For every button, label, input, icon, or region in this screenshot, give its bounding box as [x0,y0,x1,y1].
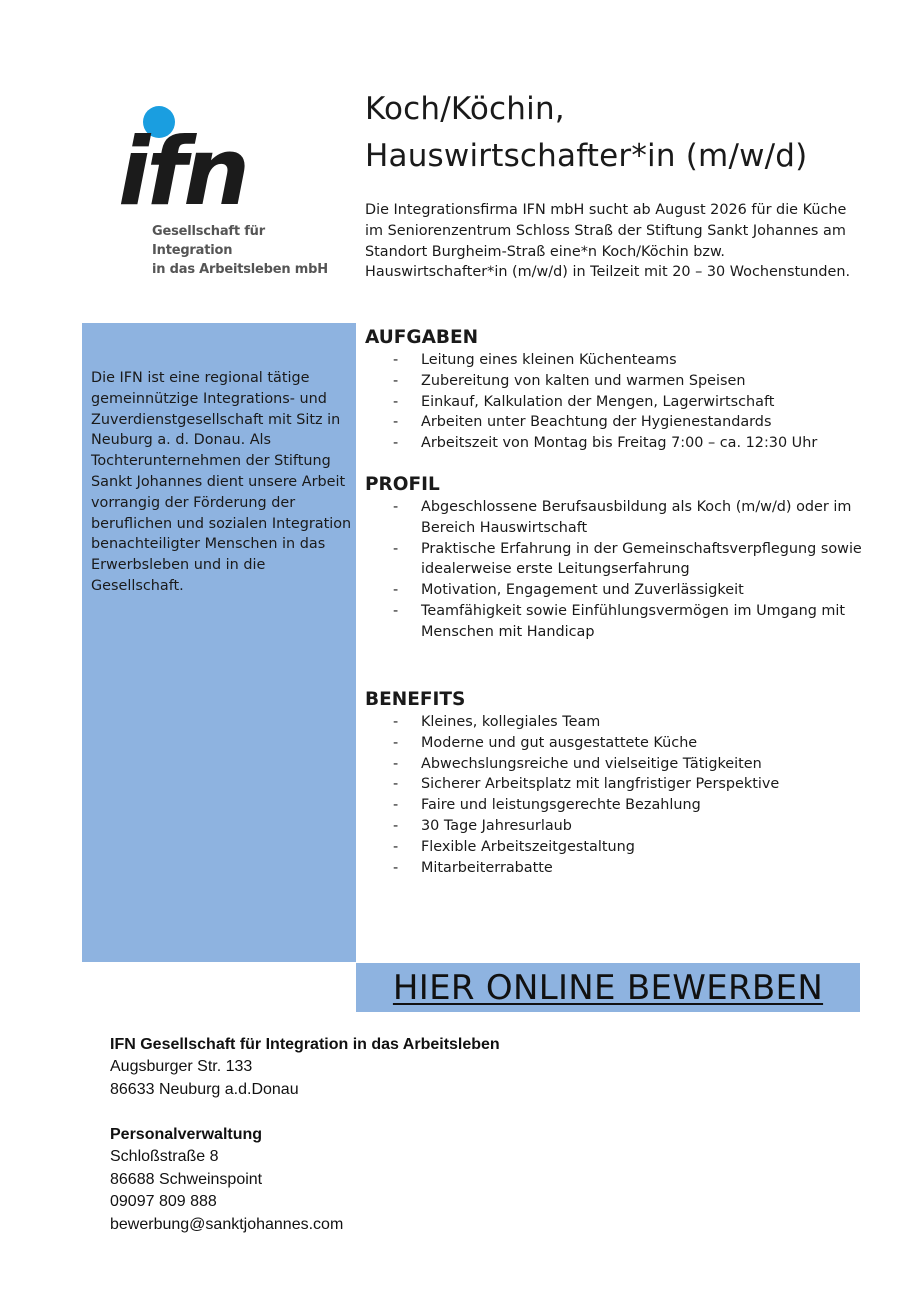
bullet-dash: - [393,540,399,557]
section-aufgaben [365,326,865,454]
logo-tagline-line1: Gesellschaft für Integration [152,224,265,258]
section-benefits [365,688,865,878]
list-item [365,837,865,858]
bullet-dash: - [393,838,399,855]
list-item-text: Sicherer Arbeitsplatz mit langfristiger Perspektive [421,776,780,793]
list-item-text: Flexible Arbeitszeitgestaltung [421,838,635,855]
list-item [365,733,865,754]
list-item-text: Leitung eines kleinen Küchenteams [421,352,677,368]
list-item [365,858,865,879]
list-item-text: Motivation, Engagement und Zuverlässigkeit [421,582,744,599]
intro-paragraph: Die Integrationsfirma IFN mbH sucht ab August 2026 für die Küche im Seniorenzentrum Schloss Straß der Stiftung Sankt Johannes am Standort Burgheim-Straß eine*n Koch/Köchin bzw. Hauswirtschafter*in (m/w/d) in Teilzeit mit 20 – 30 Wochenstunden. [365,202,851,281]
bullet-dash: - [393,414,399,431]
bullet-dash: - [393,602,399,619]
company-city: 86633 Neuburg a.d.Donau [110,1080,299,1098]
bullet-dash: - [393,755,399,772]
list-item-text: Einkauf, Kalkulation der Mengen, Lagerwirtschaft [421,393,775,410]
list-item-text: Arbeiten unter Beachtung der Hygienestandards [421,414,772,431]
bullet-dash: - [393,776,399,793]
contact-city: 86688 Schweinspoint [110,1170,263,1188]
section-heading: PROFIL [365,474,440,495]
contact-street: Schloßstraße 8 [110,1148,219,1166]
company-name: IFN Gesellschaft für Integration in das Arbeitsleben [110,1036,500,1053]
list-item [365,392,865,413]
contact-block [110,1124,343,1236]
list-item [365,433,865,454]
page-title-line2: Hauswirtschafter*in (m/w/d) [365,138,808,174]
apply-banner [356,963,860,1012]
list-item-text: Kleines, kollegiales Team [421,714,601,730]
section-heading: BENEFITS [365,689,466,710]
apply-online-link[interactable]: HIER ONLINE BEWERBEN [392,967,824,1008]
list-item [365,754,865,775]
list-item [365,539,865,581]
company-address [110,1034,500,1101]
aufgaben-list [365,350,865,454]
list-item-text: Moderne und gut ausgestattete Küche [421,734,698,751]
ifn-logo-mark [112,98,282,226]
bullet-dash: - [393,393,399,410]
list-item-text: Faire und leistungsgerechte Bezahlung [421,797,701,814]
list-item [365,412,865,433]
bullet-dash: - [393,372,399,389]
list-item [365,601,865,643]
list-item-text: Abwechslungsreiche und vielseitige Tätigkeiten [421,755,762,772]
bullet-dash: - [393,734,399,751]
list-item [365,816,865,837]
bullet-dash: - [393,859,399,876]
contact-phone: 09097 809 888 [110,1193,217,1211]
list-item-text: Teamfähigkeit sowie Einfühlungsvermögen im Umgang mit Menschen mit Handicap [421,602,846,640]
benefits-list [365,712,865,878]
list-item [365,371,865,392]
list-item [365,712,865,733]
bullet-dash: - [393,499,399,515]
section-profil [365,473,865,643]
list-item-text: Abgeschlossene Berufsausbildung als Koch (m/w/d) oder im Bereich Hauswirtschaft [421,499,852,536]
list-item [365,497,865,539]
list-item-text: Praktische Erfahrung in der Gemeinschaftsverpflegung sowie idealerweise erste Leitungserfahrung [421,540,862,578]
logo-tagline [152,222,342,279]
contact-email[interactable]: bewerbung@sanktjohannes.com [110,1215,344,1233]
bullet-dash: - [393,352,399,368]
section-heading: AUFGABEN [365,327,479,348]
bullet-dash: - [393,797,399,814]
sidebar-company-description: Die IFN ist eine regional tätige gemeinnützige Integrations- und Zuverdienstgesellschaft mit Sitz in Neuburg a. d. Donau. Als Tochterunternehmen der Stiftung Sankt Johannes dient unsere Arbeit vorrangig der Förderung der beruflichen und sozialen Integration benachteiligter Menschen in das Erwerbsleben und in die Gesellschaft. [91,370,352,594]
list-item [365,350,865,371]
list-item-text: 30 Tage Jahresurlaub [421,817,572,834]
list-item [365,774,865,795]
profil-list [365,497,865,643]
list-item-text: Mitarbeiterrabatte [421,859,553,876]
company-street: Augsburger Str. 133 [110,1058,253,1076]
bullet-dash: - [393,582,399,599]
bullet-dash: - [393,714,399,730]
bullet-dash: - [393,817,399,834]
bullet-dash: - [393,435,399,452]
logo-wordmark: ifn [118,118,247,226]
list-item-text: Zubereitung von kalten und warmen Speisen [421,372,746,389]
contact-heading: Personalverwaltung [110,1126,263,1143]
list-item-text: Arbeitszeit von Montag bis Freitag 7:00 – ca. 12:30 Uhr [421,435,818,452]
list-item [365,580,865,601]
list-item [365,795,865,816]
page-title [365,86,885,180]
company-logo [112,98,342,277]
page-title-line1: Koch/Köchin, [365,91,565,127]
logo-tagline-line2: in das Arbeitsleben mbH [152,262,328,277]
